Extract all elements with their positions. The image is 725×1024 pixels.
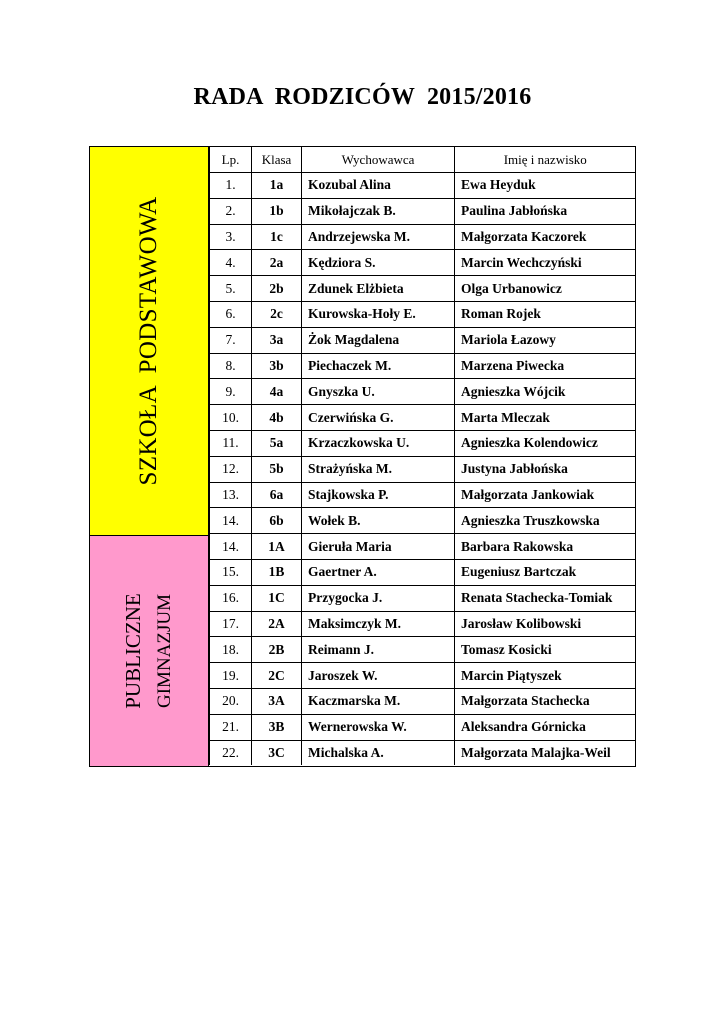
row-klasa: 3C <box>252 740 302 765</box>
table-row <box>210 714 636 740</box>
row-imie-nazwisko: Ewa Heyduk <box>455 173 636 199</box>
row-wychowawca: Jaroszek W. <box>302 663 455 689</box>
row-klasa: 2a <box>252 250 302 276</box>
header-klasa: Klasa <box>252 147 302 173</box>
page-title: RADA RODZICÓW 2015/2016 <box>193 84 532 110</box>
table-row <box>210 663 636 689</box>
row-klasa: 1C <box>252 585 302 611</box>
section-label-line-2: GIMNAZJUM <box>154 594 175 708</box>
header-lp: Lp. <box>210 147 252 173</box>
row-wychowawca: Mikołajczak B. <box>302 198 455 224</box>
row-klasa: 2A <box>252 611 302 637</box>
row-lp: 18. <box>210 637 252 663</box>
table-row <box>210 740 636 765</box>
row-lp: 6. <box>210 301 252 327</box>
row-klasa: 1b <box>252 198 302 224</box>
row-lp: 2. <box>210 198 252 224</box>
row-wychowawca: Reimann J. <box>302 637 455 663</box>
row-lp: 5. <box>210 276 252 302</box>
header-wychowawca: Wychowawca <box>302 147 455 173</box>
section-band-primary-school <box>90 147 209 536</box>
row-wychowawca: Krzaczkowska U. <box>302 430 455 456</box>
table-row <box>210 456 636 482</box>
row-imie-nazwisko: Agnieszka Kolendowicz <box>455 430 636 456</box>
parents-council-table <box>89 146 636 767</box>
section-label-middle-school <box>117 593 181 709</box>
row-klasa: 4a <box>252 379 302 405</box>
table-row <box>210 430 636 456</box>
table-row <box>210 611 636 637</box>
row-wychowawca: Wołek B. <box>302 508 455 534</box>
row-imie-nazwisko: Agnieszka Truszkowska <box>455 508 636 534</box>
row-imie-nazwisko: Marcin Wechczyński <box>455 250 636 276</box>
row-klasa: 1A <box>252 534 302 560</box>
row-lp: 9. <box>210 379 252 405</box>
row-lp: 3. <box>210 224 252 250</box>
row-wychowawca: Kędziora S. <box>302 250 455 276</box>
table-row <box>210 301 636 327</box>
roster-body <box>210 173 636 766</box>
row-imie-nazwisko: Marta Mleczak <box>455 405 636 431</box>
row-imie-nazwisko: Małgorzata Malajka-Weil <box>455 740 636 765</box>
row-lp: 11. <box>210 430 252 456</box>
table-row <box>210 585 636 611</box>
row-klasa: 1B <box>252 559 302 585</box>
row-klasa: 4b <box>252 405 302 431</box>
row-wychowawca: Zdunek Elżbieta <box>302 276 455 302</box>
row-lp: 10. <box>210 405 252 431</box>
row-klasa: 1a <box>252 173 302 199</box>
table-row <box>210 198 636 224</box>
row-wychowawca: Kozubal Alina <box>302 173 455 199</box>
row-klasa: 6b <box>252 508 302 534</box>
row-klasa: 2b <box>252 276 302 302</box>
table-row <box>210 534 636 560</box>
row-klasa: 3B <box>252 714 302 740</box>
table-row <box>210 379 636 405</box>
table-row <box>210 637 636 663</box>
section-label-primary-school: SZKOŁA PODSTAWOWA <box>135 196 162 486</box>
row-lp: 21. <box>210 714 252 740</box>
table-row <box>210 482 636 508</box>
row-imie-nazwisko: Marzena Piwecka <box>455 353 636 379</box>
row-klasa: 2B <box>252 637 302 663</box>
table-row <box>210 327 636 353</box>
row-wychowawca: Kurowska-Hoły E. <box>302 301 455 327</box>
row-imie-nazwisko: Tomasz Kosicki <box>455 637 636 663</box>
row-lp: 15. <box>210 559 252 585</box>
row-lp: 12. <box>210 456 252 482</box>
table-row <box>210 559 636 585</box>
row-lp: 22. <box>210 740 252 765</box>
table-row <box>210 224 636 250</box>
table-row <box>210 276 636 302</box>
section-label-line-1: PUBLICZNE <box>121 593 145 709</box>
row-imie-nazwisko: Agnieszka Wójcik <box>455 379 636 405</box>
row-wychowawca: Gnyszka U. <box>302 379 455 405</box>
section-band-middle-school <box>90 536 209 766</box>
row-lp: 14. <box>210 508 252 534</box>
row-lp: 4. <box>210 250 252 276</box>
row-imie-nazwisko: Aleksandra Górnicka <box>455 714 636 740</box>
table-row <box>210 405 636 431</box>
row-klasa: 5b <box>252 456 302 482</box>
row-imie-nazwisko: Małgorzata Stachecka <box>455 688 636 714</box>
row-lp: 17. <box>210 611 252 637</box>
row-wychowawca: Gieruła Maria <box>302 534 455 560</box>
row-wychowawca: Wernerowska W. <box>302 714 455 740</box>
row-wychowawca: Stajkowska P. <box>302 482 455 508</box>
header-imie-nazwisko: Imię i nazwisko <box>455 147 636 173</box>
row-imie-nazwisko: Justyna Jabłońska <box>455 456 636 482</box>
table-row <box>210 508 636 534</box>
row-wychowawca: Przygocka J. <box>302 585 455 611</box>
row-imie-nazwisko: Renata Stachecka-Tomiak <box>455 585 636 611</box>
row-wychowawca: Gaertner A. <box>302 559 455 585</box>
row-wychowawca: Maksimczyk M. <box>302 611 455 637</box>
table-row <box>210 353 636 379</box>
row-imie-nazwisko: Eugeniusz Bartczak <box>455 559 636 585</box>
row-imie-nazwisko: Barbara Rakowska <box>455 534 636 560</box>
row-lp: 20. <box>210 688 252 714</box>
row-imie-nazwisko: Małgorzata Kaczorek <box>455 224 636 250</box>
row-klasa: 5a <box>252 430 302 456</box>
row-imie-nazwisko: Marcin Piątyszek <box>455 663 636 689</box>
row-klasa: 2c <box>252 301 302 327</box>
table-row <box>210 688 636 714</box>
row-wychowawca: Czerwińska G. <box>302 405 455 431</box>
row-imie-nazwisko: Roman Rojek <box>455 301 636 327</box>
row-imie-nazwisko: Paulina Jabłońska <box>455 198 636 224</box>
table-row <box>210 173 636 199</box>
row-lp: 7. <box>210 327 252 353</box>
row-klasa: 6a <box>252 482 302 508</box>
row-klasa: 3b <box>252 353 302 379</box>
row-wychowawca: Andrzejewska M. <box>302 224 455 250</box>
row-imie-nazwisko: Jarosław Kolibowski <box>455 611 636 637</box>
row-lp: 1. <box>210 173 252 199</box>
roster-grid <box>209 147 636 765</box>
header-row <box>210 147 636 173</box>
row-wychowawca: Kaczmarska M. <box>302 688 455 714</box>
row-wychowawca: Strażyńska M. <box>302 456 455 482</box>
row-klasa: 3A <box>252 688 302 714</box>
row-lp: 19. <box>210 663 252 689</box>
row-klasa: 3a <box>252 327 302 353</box>
row-klasa: 2C <box>252 663 302 689</box>
row-klasa: 1c <box>252 224 302 250</box>
row-lp: 8. <box>210 353 252 379</box>
row-wychowawca: Michalska A. <box>302 740 455 765</box>
row-lp: 13. <box>210 482 252 508</box>
row-imie-nazwisko: Olga Urbanowicz <box>455 276 636 302</box>
table-row <box>210 250 636 276</box>
row-imie-nazwisko: Mariola Łazowy <box>455 327 636 353</box>
row-imie-nazwisko: Małgorzata Jankowiak <box>455 482 636 508</box>
row-wychowawca: Żok Magdalena <box>302 327 455 353</box>
row-lp: 16. <box>210 585 252 611</box>
row-wychowawca: Piechaczek M. <box>302 353 455 379</box>
row-lp: 14. <box>210 534 252 560</box>
